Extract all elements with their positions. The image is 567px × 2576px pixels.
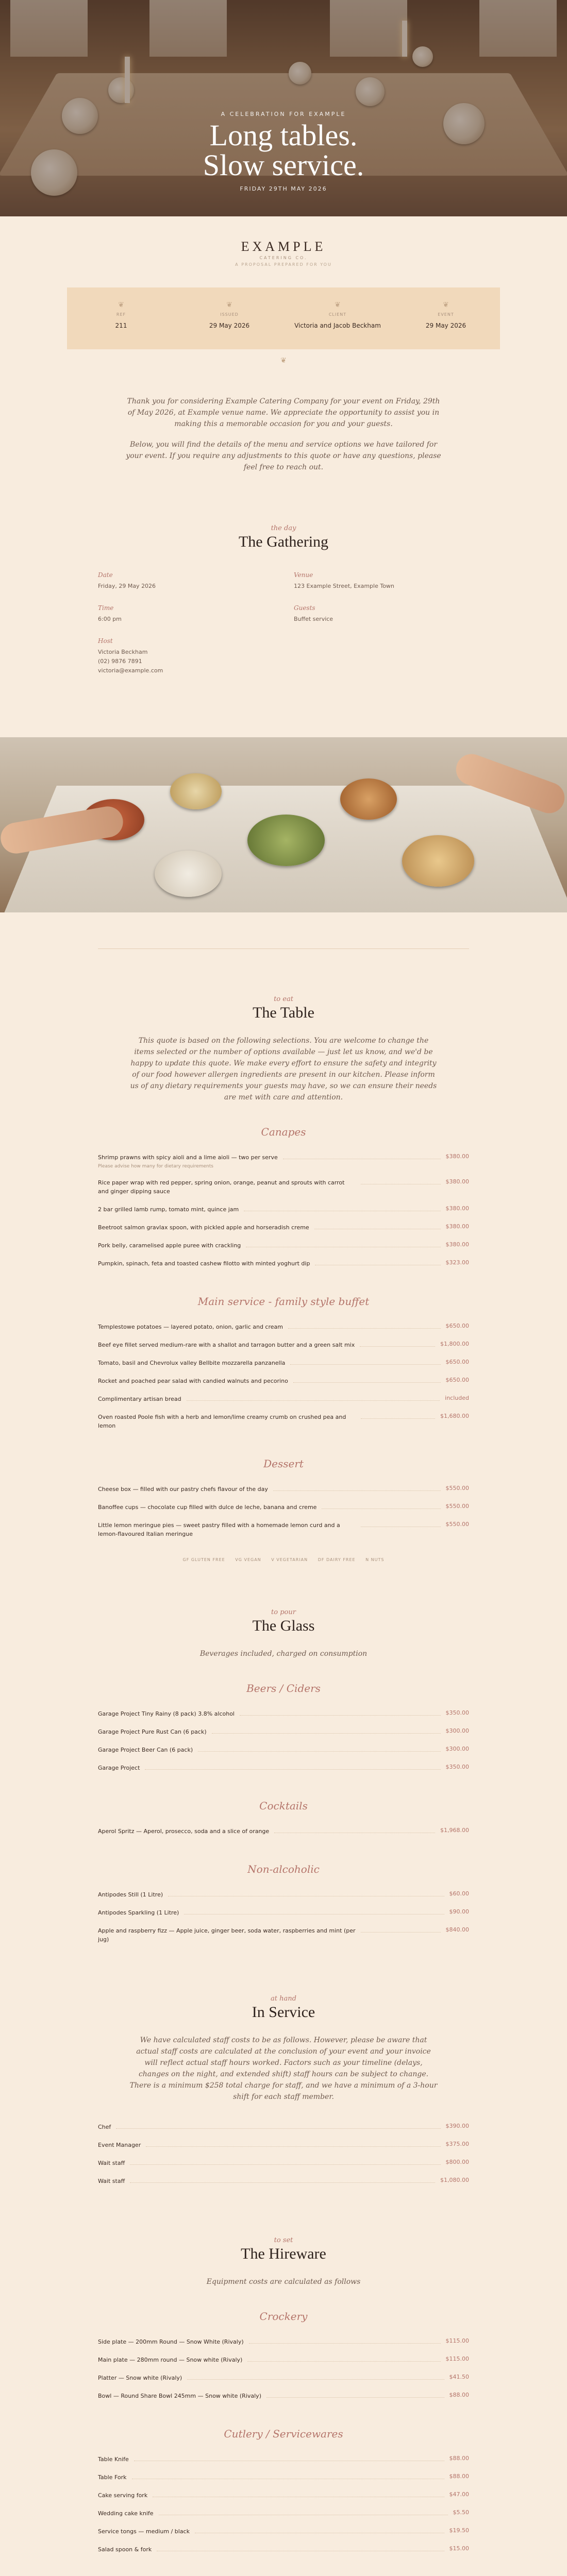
line-item-text	[98, 1341, 355, 1349]
item-name: Antipodes Sparkling (1 Litre)	[98, 1909, 179, 1916]
leader-dots	[360, 1346, 435, 1347]
line-item-text	[98, 2509, 154, 2518]
leaf-divider-icon: ❦	[280, 357, 287, 365]
section-divider	[98, 948, 469, 949]
dish-image	[155, 851, 222, 897]
line-item	[98, 2118, 469, 2136]
line-item-text	[98, 1153, 278, 1169]
line-item	[98, 2172, 469, 2190]
item-name: Oven roasted Poole fish with a herb and lemon/lime creamy crumb on crushed pea and lemon	[98, 1414, 346, 1429]
line-item	[98, 1236, 469, 1255]
menu-group-items	[98, 1480, 469, 1543]
leaf-icon: ❦	[118, 301, 124, 309]
item-name: Apple and raspberry fizz — Apple juice, ginger beer, soda water, raspberries and mint (per jug)	[98, 1927, 356, 1943]
item-name: Tomato, basil and Chevrolux valley Bellbite mozzarella panzanella	[98, 1360, 286, 1366]
detail-value: Friday, 29 May 2026	[98, 583, 156, 589]
info-cell	[392, 287, 500, 349]
item-name: Shrimp prawns with spicy aioli and a lime aioli — two per serve	[98, 1154, 278, 1161]
line-item-text	[98, 2455, 129, 2464]
item-price: $300.00	[445, 1745, 469, 1752]
menu-groups	[98, 1682, 469, 1948]
line-item	[98, 1480, 469, 1498]
leader-dots	[288, 1328, 441, 1329]
item-price: $380.00	[445, 1205, 469, 1212]
item-price: $88.00	[449, 2392, 469, 2398]
item-name: Cheese box — filled with our pastry chefs flavour of the day	[98, 1486, 268, 1493]
item-name: Garage Project	[98, 1765, 140, 1771]
line-item-text	[98, 2159, 125, 2167]
item-name: Aperol Spritz — Aperol, prosecco, soda and a slice of orange	[98, 1828, 270, 1835]
gathering-details	[98, 571, 469, 675]
item-price: $115.00	[445, 2337, 469, 2344]
line-item-text	[98, 2473, 127, 2482]
item-price: $5.50	[453, 2509, 469, 2516]
item-price: $650.00	[445, 1377, 469, 1383]
line-item	[98, 2351, 469, 2369]
item-name: Side plate — 200mm Round — Snow White (Rivaly)	[98, 2338, 244, 2345]
line-item-text	[98, 1727, 207, 1736]
hero-title	[0, 118, 567, 182]
menu-group-title: Non-alcoholic	[247, 1863, 320, 1875]
section-title: The Hireware	[241, 2245, 326, 2262]
line-item	[98, 1498, 469, 1516]
item-price: $840.00	[445, 1926, 469, 1933]
item-price: $115.00	[445, 2355, 469, 2362]
brand-logo	[0, 239, 567, 267]
section-title: The Gathering	[238, 533, 329, 550]
line-item-text	[98, 1259, 310, 1268]
line-item	[98, 2369, 469, 2387]
line-item	[98, 2333, 469, 2351]
item-price: $88.00	[449, 2455, 469, 2462]
menu-group-items	[98, 1886, 469, 1948]
detail-value: Buffet service	[294, 616, 333, 622]
line-item-text	[98, 1521, 356, 1538]
line-item-text	[98, 1827, 269, 1836]
menu-group-items	[98, 2333, 469, 2405]
info-label: CLIENT	[328, 312, 347, 317]
line-item	[98, 1904, 469, 1922]
line-item	[98, 2450, 469, 2468]
dish-image	[402, 835, 474, 887]
leader-dots	[240, 1715, 441, 1716]
item-price: $1,680.00	[440, 1413, 469, 1419]
line-item-text	[98, 1323, 283, 1331]
dish-image	[170, 773, 222, 809]
section-kicker: to set	[274, 2236, 293, 2244]
section-kicker: at hand	[271, 1995, 296, 2003]
menu-group-title: Beers / Ciders	[246, 1682, 321, 1694]
menu-groups	[98, 1126, 469, 1543]
detail-venue	[294, 571, 469, 591]
hero-date: FRIDAY 29TH MAY 2026	[240, 185, 327, 192]
line-item-text	[98, 1890, 163, 1899]
info-label: EVENT	[438, 312, 454, 317]
item-price: $19.50	[449, 2527, 469, 2534]
line-item-text	[98, 1241, 241, 1250]
item-name: Wait staff	[98, 2178, 125, 2184]
line-item	[98, 2468, 469, 2486]
item-price: $380.00	[445, 1241, 469, 1248]
detail-value: 123 Example Street, Example Town	[294, 583, 394, 589]
line-item	[98, 1318, 469, 1336]
hero-banner	[0, 0, 567, 216]
item-price: $15.00	[449, 2545, 469, 2552]
item-price: $350.00	[445, 1764, 469, 1770]
item-name: Rocket and poached pear salad with candied walnuts and pecorino	[98, 1378, 288, 1384]
item-name: Main plate — 280mm round — Snow white (Rivaly)	[98, 2357, 243, 2363]
service-items	[98, 2118, 469, 2190]
item-name: Antipodes Still (1 Litre)	[98, 1891, 163, 1898]
leader-dots	[145, 1769, 440, 1770]
line-item	[98, 1200, 469, 1218]
line-item	[98, 1922, 469, 1948]
line-item-text	[98, 2141, 141, 2149]
line-item-text	[98, 1205, 239, 1214]
section-kicker: to eat	[274, 995, 293, 1003]
line-item-text	[98, 1485, 268, 1494]
line-item-text	[98, 1178, 356, 1196]
hero-kicker: A CELEBRATION FOR EXAMPLE	[221, 111, 346, 117]
intro-text	[124, 396, 443, 473]
item-name: Table Fork	[98, 2474, 127, 2481]
line-item-text	[98, 1745, 193, 1754]
item-price: $390.00	[445, 2123, 469, 2129]
line-item-text	[98, 1223, 309, 1232]
menu-group-title: Cutlery / Servicewares	[224, 2428, 343, 2440]
line-item	[98, 1741, 469, 1759]
info-cell	[175, 287, 284, 349]
item-name: Beetroot salmon gravlax spoon, with pickled apple and horseradish creme	[98, 1224, 309, 1231]
section-title: The Glass	[252, 1617, 315, 1634]
leaf-icon: ❦	[335, 301, 341, 309]
item-name: Garage Project Tiny Rainy (8 pack) 3.8% alcohol	[98, 1710, 235, 1717]
leader-dots	[212, 1733, 441, 1734]
section-kicker: the day	[271, 524, 296, 532]
line-item	[98, 1372, 469, 1390]
quote-info-bar	[67, 287, 500, 349]
info-value: 211	[115, 322, 127, 329]
info-value: Victoria and Jacob Beckham	[294, 322, 381, 329]
detail-host	[98, 637, 273, 675]
section-kicker: to pour	[271, 1608, 296, 1616]
menu-group-title: Canapes	[261, 1126, 306, 1138]
leader-dots	[116, 2128, 440, 2129]
item-name: Garage Project Beer Can (6 pack)	[98, 1747, 193, 1753]
line-item	[98, 1354, 469, 1372]
line-item-text	[98, 1764, 140, 1772]
menu-group-title: Dessert	[263, 1458, 304, 1470]
feast-photo	[0, 737, 567, 912]
hero-title-line1: Long tables.	[209, 118, 358, 152]
leader-dots	[361, 1418, 435, 1419]
line-item-text	[98, 2337, 244, 2346]
line-item-text	[98, 2545, 152, 2554]
gathering-section	[98, 524, 469, 675]
item-name: Table Knife	[98, 2456, 129, 2463]
leader-dots	[130, 2182, 435, 2183]
item-name: Beef eye fillet served medium-rare with a shallot and tarragon butter and a green salt mix	[98, 1342, 355, 1348]
brand-sub: CATERING CO.	[259, 256, 308, 260]
item-name: Wedding cake knife	[98, 2510, 154, 2517]
line-item	[98, 1390, 469, 1408]
item-name: Templestowe potatoes — layered potato, onion, garlic and cream	[98, 1324, 283, 1330]
item-name: Bowl — Round Share Bowl 245mm — Snow white (Rivaly)	[98, 2393, 261, 2399]
detail-label: Date	[98, 571, 113, 579]
detail-time	[98, 604, 273, 624]
line-item	[98, 1255, 469, 1273]
dietary-tag: V VEGETARIAN	[271, 1557, 308, 1562]
item-name: Banoffee cups — chocolate cup filled with dulce de leche, banana and creme	[98, 1504, 317, 1511]
leaf-icon: ❦	[443, 301, 449, 309]
section-description: This quote is based on the following selections. You are welcome to change the items selected or the number of options available — just let us know, and we'd be happy to update this quote. We make every effort to ensure the safety and integrity of our food however allergen ingredients are present in our kitchen. Please inform us of any dietary requirements your guests may have, so we can ensure their needs are met with care and attention.	[130, 1037, 437, 1101]
item-price: $800.00	[445, 2159, 469, 2165]
line-item	[98, 2154, 469, 2172]
item-name: Wait staff	[98, 2160, 125, 2166]
line-item-text	[98, 1395, 181, 1403]
leader-dots	[247, 2361, 440, 2362]
item-note: Please advise how many for dietary requirements	[98, 1164, 213, 1169]
line-item	[98, 2136, 469, 2154]
item-price: $41.50	[449, 2374, 469, 2380]
line-item	[98, 2486, 469, 2504]
item-price: $90.00	[449, 1908, 469, 1915]
leader-dots	[361, 1932, 441, 1933]
leader-dots	[249, 2343, 441, 2344]
item-price: $650.00	[445, 1323, 469, 1329]
line-item-text	[98, 2491, 147, 2500]
info-value: 29 May 2026	[209, 322, 250, 329]
line-item	[98, 2387, 469, 2405]
glass-menu-section	[98, 1608, 469, 1948]
item-name: Rice paper wrap with red pepper, spring onion, orange, peanut and sprouts with carrot and ginger dipping sauce	[98, 1179, 345, 1195]
item-name: Platter — Snow white (Rivaly)	[98, 2375, 182, 2381]
item-name: Event Manager	[98, 2142, 141, 2148]
line-item	[98, 1148, 469, 1174]
info-value: 29 May 2026	[425, 322, 466, 329]
line-item-text	[98, 1503, 316, 1512]
dietary-tag: N NUTS	[365, 1557, 385, 1562]
line-item-text	[98, 2527, 190, 2536]
line-item-text	[98, 2355, 242, 2364]
line-item	[98, 1336, 469, 1354]
item-price: $550.00	[445, 1503, 469, 1510]
line-item-text	[98, 2123, 111, 2131]
section-description: Beverages included, charged on consumption	[199, 1650, 368, 1658]
intro-paragraph: Below, you will find the details of the menu and service options we have tailored for your event. If you require any adjustments to this quote or have any questions, please feel free to reach out.	[126, 440, 441, 471]
item-name: Garage Project Pure Rust Can (6 pack)	[98, 1728, 207, 1735]
item-price: $1,080.00	[440, 2177, 469, 2183]
leaf-icon: ❦	[226, 301, 232, 309]
item-name: Chef	[98, 2124, 111, 2130]
detail-date	[98, 571, 273, 591]
info-cell	[284, 287, 392, 349]
line-item-text	[98, 1377, 288, 1385]
info-label: ISSUED	[220, 312, 239, 317]
dietary-legend	[98, 1557, 469, 1562]
menu-group-title: Cocktails	[259, 1800, 308, 1812]
dietary-tag: GF GLUTEN FREE	[182, 1557, 225, 1562]
item-name: Complimentary artisan bread	[98, 1396, 181, 1402]
menu-group-items	[98, 1318, 469, 1435]
detail-label: Guests	[294, 604, 315, 612]
item-price: $650.00	[445, 1359, 469, 1365]
hero-title-line2: Slow service.	[203, 148, 364, 182]
intro-paragraph: Thank you for considering Example Catering Company for your event on Friday, 29th of May 2026, at Example venue name. We appreciate the opportunity to assist you in making this a memorable occasion for you and your guests.	[127, 397, 440, 428]
line-item	[98, 1516, 469, 1543]
line-item-text	[98, 1359, 285, 1367]
line-item	[98, 1822, 469, 1840]
item-name: Little lemon meringue pies — sweet pastry filled with a homemade lemon curd and a lemon-flavoured Italian meringue	[98, 1522, 340, 1537]
dietary-tag: VG VEGAN	[235, 1557, 261, 1562]
detail-guests	[294, 604, 469, 624]
dish-image	[247, 815, 325, 866]
line-item	[98, 1174, 469, 1200]
line-item-text	[98, 1908, 179, 1917]
section-title: In Service	[252, 2004, 315, 2021]
line-item-text	[98, 1709, 235, 1718]
line-item	[98, 1759, 469, 1777]
brand-name: EXAMPLE	[241, 239, 326, 254]
item-price: $380.00	[445, 1178, 469, 1185]
menu-group-items	[98, 1705, 469, 1777]
item-name: Service tongs — medium / black	[98, 2528, 190, 2535]
leader-dots	[146, 2146, 440, 2147]
leader-dots	[273, 1490, 441, 1491]
dietary-tag: DF DAIRY FREE	[318, 1557, 356, 1562]
leader-dots	[130, 2164, 440, 2165]
item-price: $350.00	[445, 1709, 469, 1716]
item-price: $1,968.00	[440, 1827, 469, 1834]
item-name: Salad spoon & fork	[98, 2546, 152, 2553]
item-price: $550.00	[445, 1485, 469, 1492]
line-item-text	[98, 2374, 182, 2382]
detail-label: Host	[98, 637, 113, 645]
line-item-text	[98, 2392, 261, 2400]
item-price: $380.00	[445, 1153, 469, 1160]
item-name: Pork belly, caramelised apple puree with crackling	[98, 1242, 241, 1249]
menu-group-items	[98, 1148, 469, 1273]
item-price: $550.00	[445, 1521, 469, 1528]
item-price: $375.00	[445, 2141, 469, 2147]
hireware-section	[98, 2236, 469, 2576]
info-cell	[67, 287, 175, 349]
menu-group-items	[98, 1822, 469, 1840]
section-description: Equipment costs are calculated as follows	[206, 2278, 361, 2286]
dish-image	[340, 778, 397, 820]
line-item	[98, 2522, 469, 2540]
menu-group-title: Crockery	[259, 2310, 308, 2323]
service-section	[98, 1995, 469, 2190]
section-description: We have calculated staff costs to be as follows. However, please be aware that actual staff costs are calculated at the conclusion of your event and your invoice will reflect actual staff hours worked. Factors such as your timeline (delays, changes on the night, and extended shift) staff hours can be subject to change. There is a minimum $258 total charge for staff, and we have a minimum of a 3-hour shift for each staff member.	[129, 2036, 438, 2101]
item-price: $47.00	[449, 2491, 469, 2498]
item-price: included	[445, 1395, 469, 1401]
leader-dots	[187, 1400, 440, 1401]
leader-dots	[290, 1364, 440, 1365]
info-label: REF	[116, 312, 126, 317]
line-item-text	[98, 1413, 356, 1430]
line-item-text	[98, 1926, 356, 1944]
detail-value: Victoria Beckham (02) 9876 7891 victoria@example.com	[98, 649, 163, 674]
brand-tagline: A PROPOSAL PREPARED FOR YOU	[235, 262, 332, 267]
line-item	[98, 1408, 469, 1435]
line-item	[98, 1218, 469, 1236]
section-title: The Table	[253, 1004, 314, 1021]
item-price: $300.00	[445, 1727, 469, 1734]
detail-value: 6:00 pm	[98, 616, 122, 622]
item-name: 2 bar grilled lamb rump, tomato mint, quince jam	[98, 1206, 239, 1213]
item-price: $60.00	[449, 1890, 469, 1897]
line-item	[98, 2504, 469, 2522]
line-item-text	[98, 2177, 125, 2185]
detail-label: Venue	[294, 571, 313, 579]
line-item	[98, 1723, 469, 1741]
item-name: Pumpkin, spinach, feta and toasted cashew filotto with minted yoghurt dip	[98, 1260, 310, 1267]
item-price: $323.00	[445, 1259, 469, 1266]
table-menu-section	[98, 995, 469, 1562]
item-price: $88.00	[449, 2473, 469, 2480]
detail-label: Time	[98, 604, 114, 612]
item-name: Cake serving fork	[98, 2492, 148, 2499]
leader-dots	[198, 1751, 440, 1752]
menu-group-items	[98, 2450, 469, 2558]
menu-groups	[98, 2310, 469, 2576]
leader-dots	[187, 2379, 444, 2380]
line-item	[98, 1705, 469, 1723]
leader-dots	[266, 2397, 444, 2398]
item-price: $1,800.00	[440, 1341, 469, 1347]
leader-dots	[293, 1382, 441, 1383]
item-price: $380.00	[445, 1223, 469, 1230]
line-item	[98, 2540, 469, 2558]
menu-group-title: Main service - family style buffet	[197, 1295, 370, 1308]
line-item	[98, 1886, 469, 1904]
